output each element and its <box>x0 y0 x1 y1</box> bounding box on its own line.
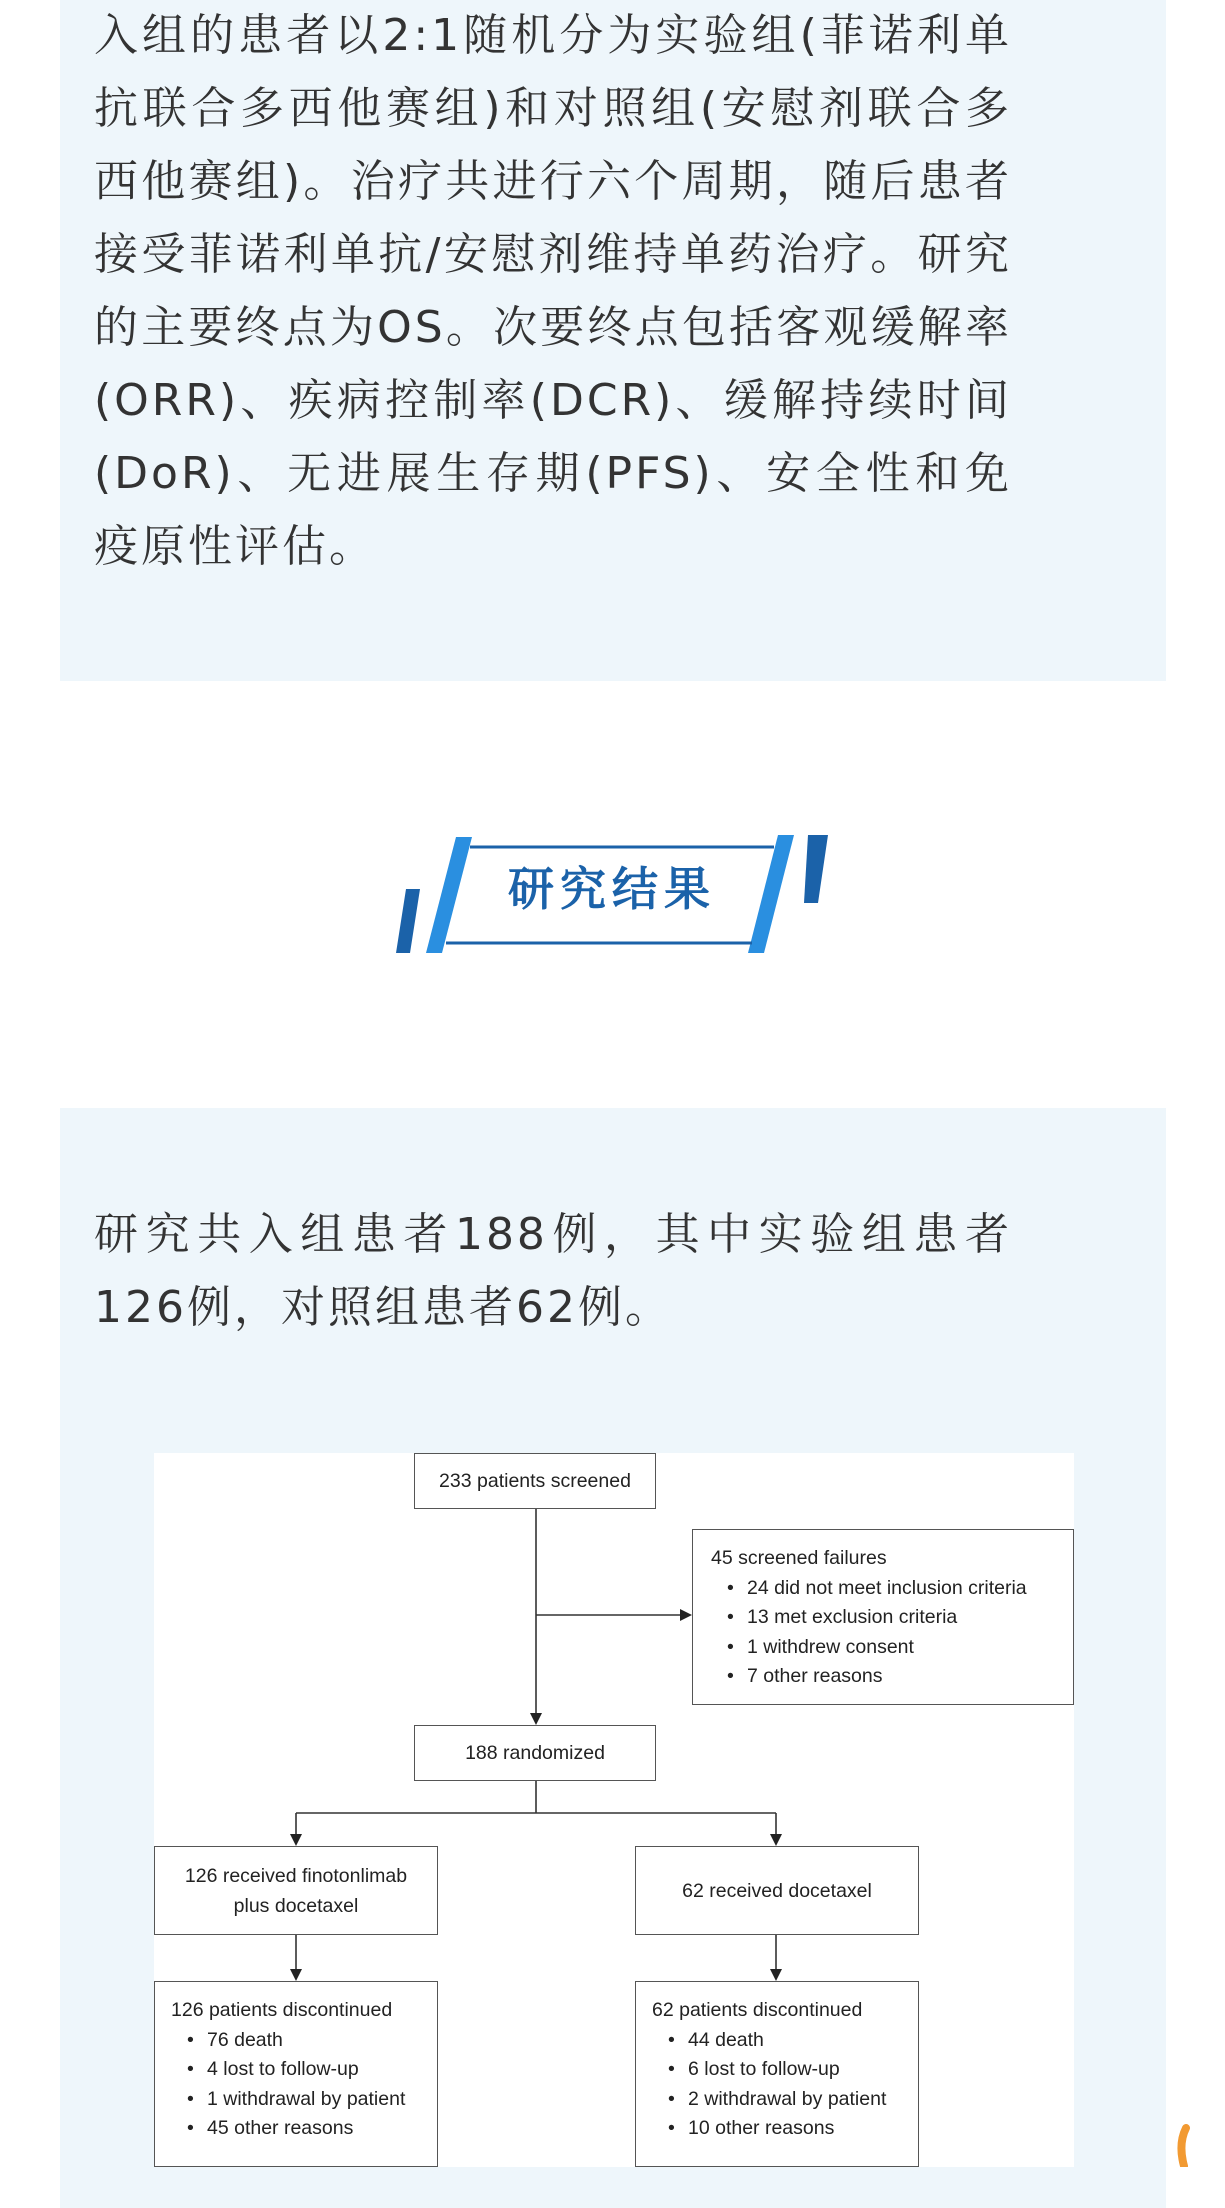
failure-item: • 7 other reasons <box>727 1662 1073 1692</box>
decorative-orange-stroke <box>1168 2124 1198 2167</box>
randomized-box <box>414 1725 656 1781</box>
failure-item: • 1 withdrew consent <box>727 1633 1073 1663</box>
intro-paragraph: 入组的患者以2:1随机分为实验组(菲诺利单抗联合多西他赛组)和对照组(安慰剂联合多西他赛组)。治疗共进行六个周期，随后患者接受菲诺利单抗/安慰剂维持单药治疗。研究的主要终点为OS。次要终点包括客观缓解率(ORR)、疾病控制率(DCR)、缓解持续时间(DoR)、无进展生存期(PFS)、安全性和免疫原性评估。 <box>94 10 1012 572</box>
arm-a-discontinued-item: • 4 lost to follow-up <box>187 2055 437 2085</box>
arm-a-discontinued-item: • 76 death <box>187 2026 437 2056</box>
screened-text: 233 patients screened <box>439 1470 631 1492</box>
arm-b-discontinued-item: • 6 lost to follow-up <box>668 2055 918 2085</box>
arm-a-received-text: 126 received finotonlimab plus docetaxel <box>184 1864 408 1917</box>
randomized-text: 188 randomized <box>465 1742 605 1764</box>
arm-b-discontinued-box <box>635 1981 919 2167</box>
results-paragraph: 研究共入组患者188例，其中实验组患者126例，对照组患者62例。 <box>94 1209 1012 1333</box>
arm-b-received-text: 62 received docetaxel <box>682 1879 872 1902</box>
arm-a-discontinued-item: • 1 withdrawal by patient <box>187 2085 437 2115</box>
arm-a-received-box <box>154 1846 438 1935</box>
section-title-banner <box>396 835 828 953</box>
failure-item: • 24 did not meet inclusion criteria <box>727 1574 1073 1604</box>
arm-b-discontinued-item: • 2 withdrawal by patient <box>668 2085 918 2115</box>
arm-b-received-box <box>635 1846 919 1935</box>
arm-a-discontinued-box <box>154 1981 438 2167</box>
arm-b-discontinued-item: • 44 death <box>668 2026 918 2056</box>
screen-failures-box <box>692 1529 1074 1705</box>
screened-box <box>414 1453 656 1509</box>
arm-b-discontinued-item: • 10 other reasons <box>668 2114 918 2144</box>
screen-failures-title: 45 screened failures <box>711 1547 887 1569</box>
arm-a-discontinued-title: 126 patients discontinued <box>171 1999 393 2021</box>
consort-flow-diagram <box>154 1453 1074 2167</box>
arm-a-discontinued-item: • 45 other reasons <box>187 2114 437 2144</box>
arm-b-discontinued-title: 62 patients discontinued <box>652 1999 863 2021</box>
failure-item: • 13 met exclusion criteria <box>727 1603 1073 1633</box>
section-title: 研究结果 <box>508 862 716 916</box>
